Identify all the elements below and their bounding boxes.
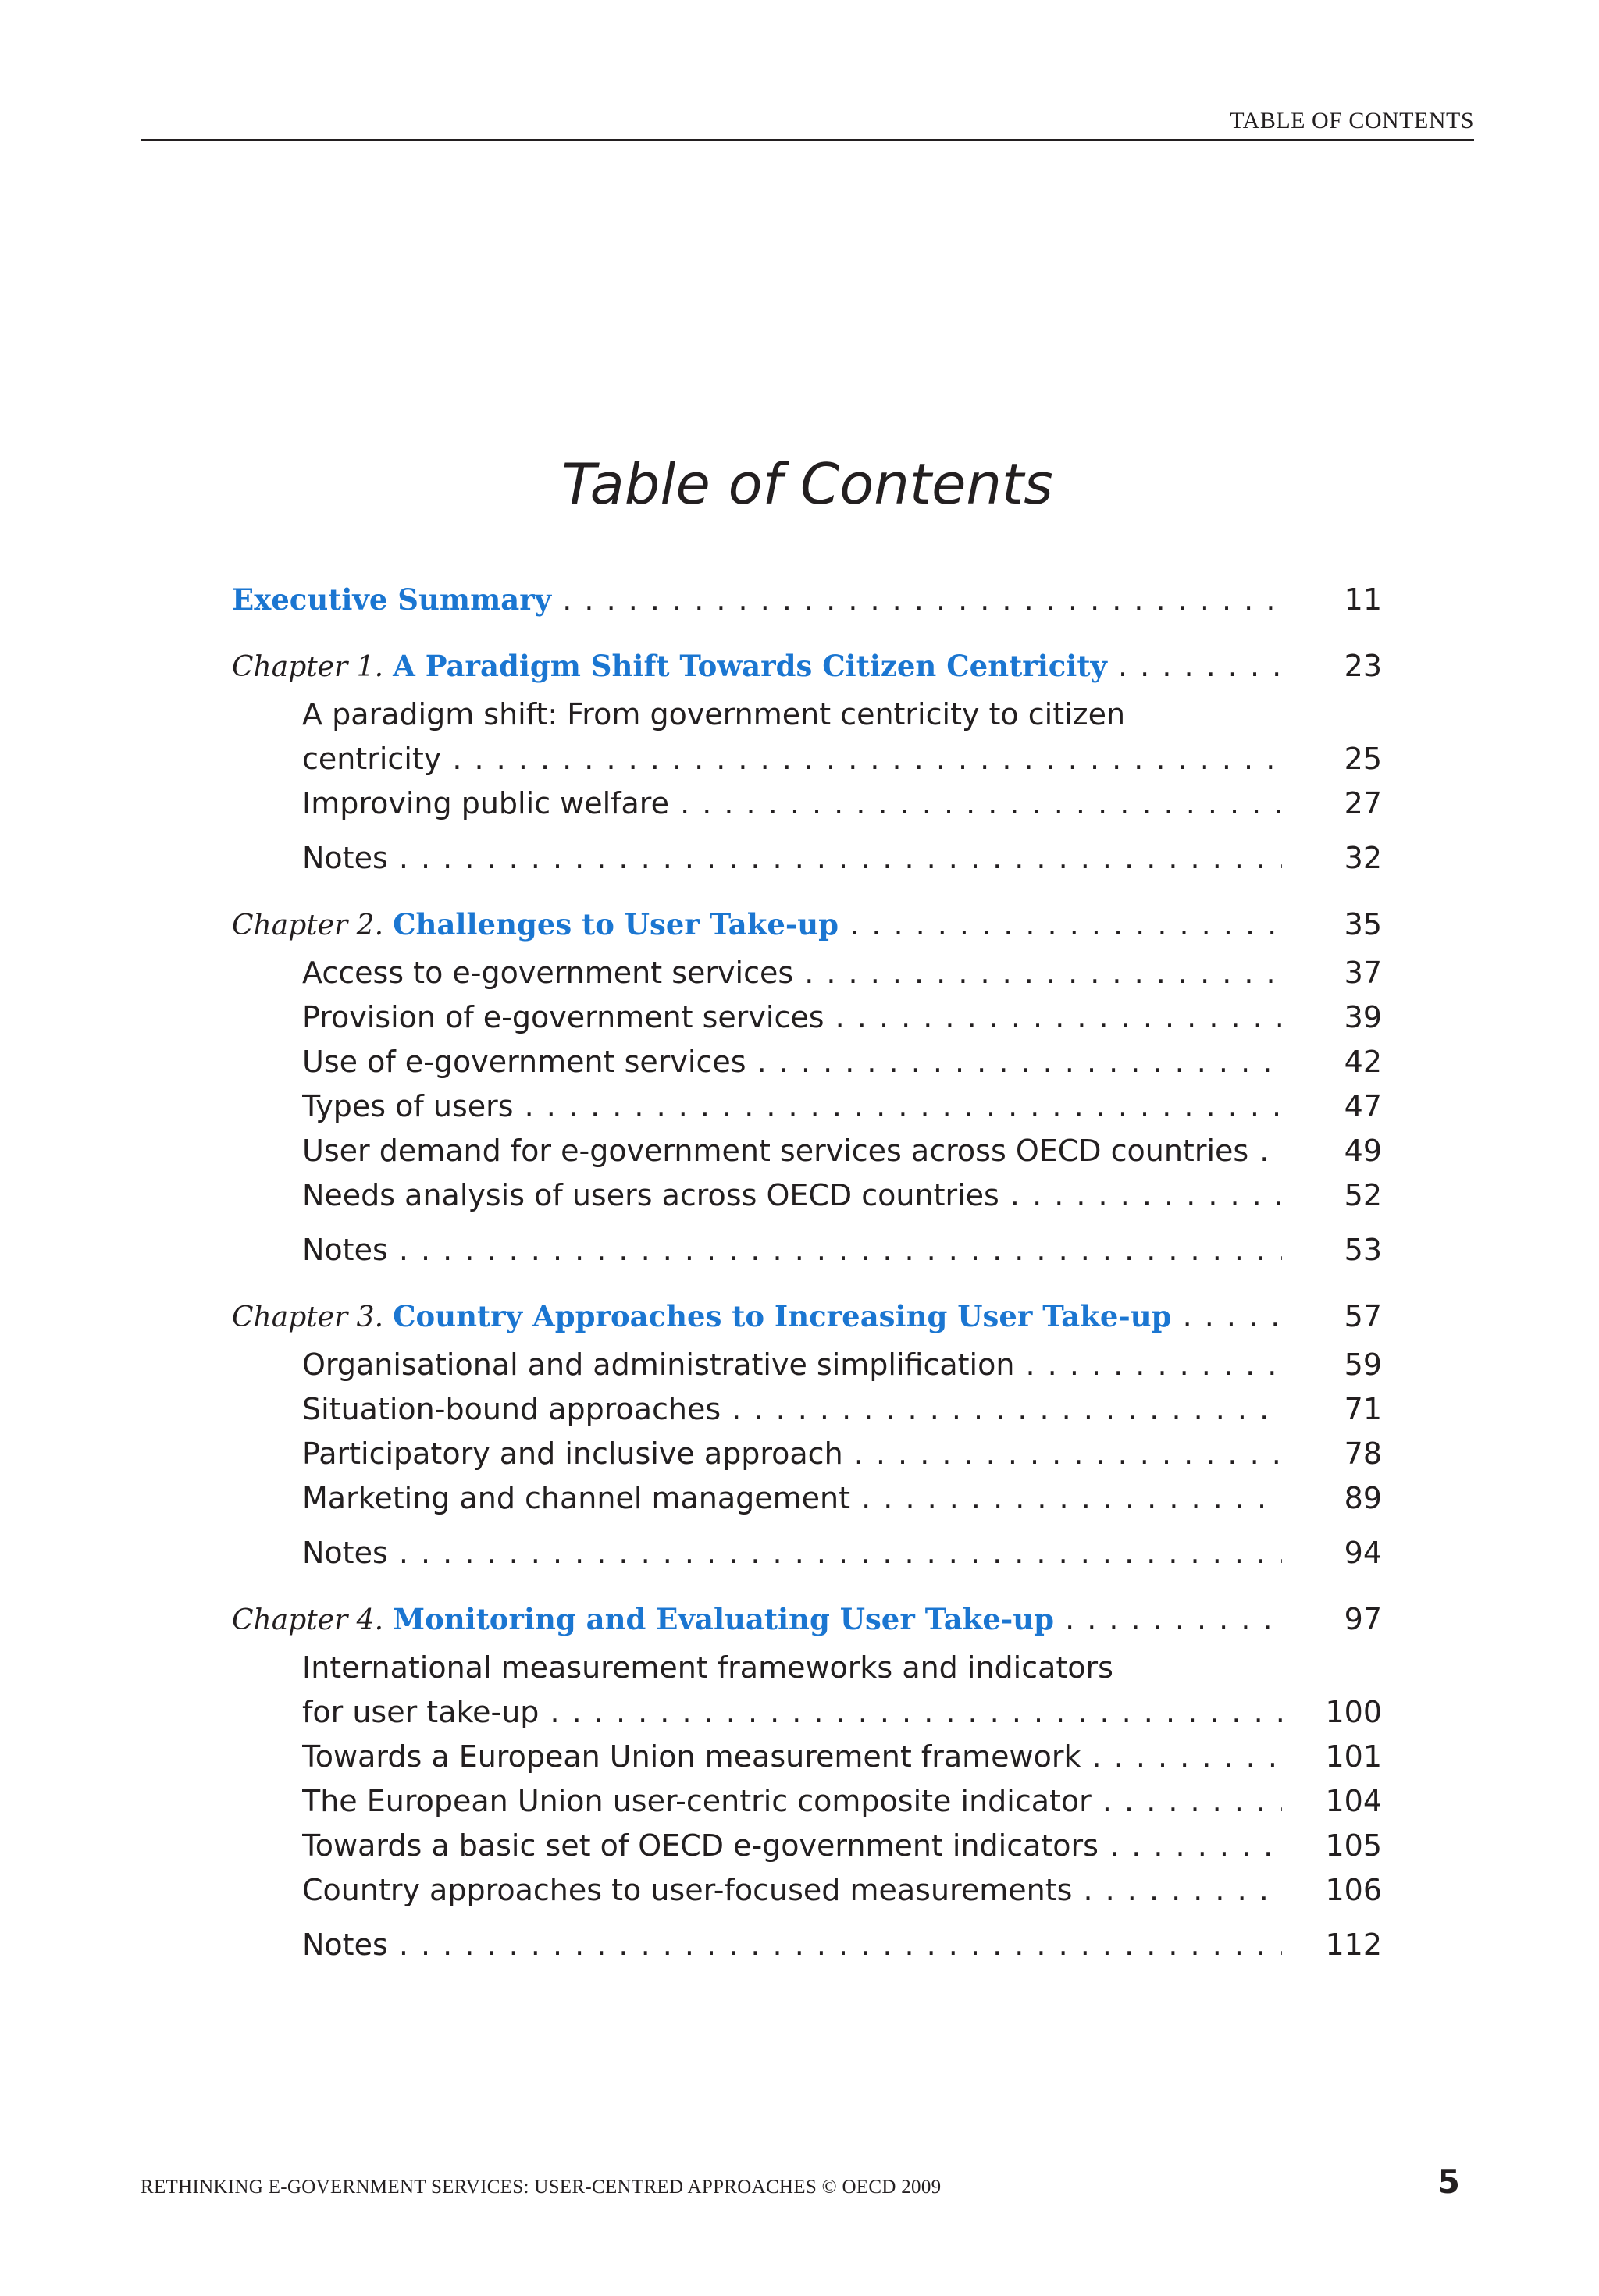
toc-section-entry[interactable] — [232, 1387, 1382, 1432]
toc-section-entry[interactable] — [232, 1040, 1382, 1084]
toc-page-number: 42 — [1344, 1045, 1382, 1079]
toc-notes-label: Notes . . . — [302, 836, 1282, 881]
toc-section-label: Access to e-government services . . . — [302, 951, 1282, 995]
toc-page-number: 100 — [1325, 1695, 1382, 1729]
toc-entry-label — [232, 902, 1282, 948]
chapter-prefix: Chapter 4. — [232, 1604, 384, 1636]
toc-entry-chapter-3[interactable] — [232, 1294, 1382, 1340]
toc-notes-label: Notes . . . — [302, 1923, 1282, 1967]
page-title: Table of Contents — [561, 451, 1053, 517]
toc-section-label: Towards a basic set of OECD e-government indicators . . . — [302, 1824, 1282, 1868]
toc-page-number: 39 — [1344, 1000, 1382, 1034]
toc-page-number: 37 — [1344, 956, 1382, 990]
toc-page-number: 89 — [1344, 1481, 1382, 1515]
footer-text: RETHINKING E-GOVERNMENT SERVICES: USER-CENTRED APPROACHES © OECD 2009 — [141, 2177, 942, 2198]
toc-section-entry[interactable] — [232, 1824, 1382, 1868]
toc-section-label-line[interactable]: A paradigm shift: From government centricity to citizen — [302, 697, 1126, 732]
toc-section-entry[interactable] — [232, 1779, 1382, 1824]
toc-section-label: Use of e-government services . . . — [302, 1040, 1282, 1084]
toc-section-entry[interactable] — [232, 1476, 1382, 1521]
toc-entry-label — [232, 578, 1282, 622]
section-list — [232, 692, 1382, 826]
toc-section-label: Situation-bound approaches . . . — [302, 1387, 1282, 1432]
toc-page-number: 71 — [1344, 1392, 1382, 1426]
toc-page-number: 47 — [1344, 1089, 1382, 1123]
toc-page-number: 97 — [1344, 1602, 1382, 1636]
toc-page-number: 101 — [1325, 1739, 1382, 1774]
chapter-title-link[interactable]: Challenges to User Take-up — [393, 907, 839, 942]
toc-section-label: Improving public welfare . . . — [302, 781, 1282, 826]
toc-section-label: Country approaches to user-focused measurements . . . — [302, 1868, 1282, 1913]
section-list — [232, 1343, 1382, 1521]
toc-page-number: 106 — [1325, 1873, 1382, 1907]
executive-summary-link[interactable]: Executive Summary — [232, 582, 552, 617]
toc-page-number: 59 — [1344, 1347, 1382, 1382]
toc-section-label: Organisational and administrative simplification . . . — [302, 1343, 1282, 1387]
toc-section-entry[interactable] — [232, 1129, 1382, 1173]
chapter-title-link[interactable]: Country Approaches to Increasing User Take-up — [393, 1299, 1172, 1333]
toc-notes-label: Notes . . . — [302, 1228, 1282, 1273]
toc-page-number: 78 — [1344, 1436, 1382, 1471]
toc-section-label: The European Union user-centric composite indicator . . . — [302, 1779, 1282, 1824]
toc-page-number: 112 — [1325, 1928, 1382, 1962]
toc-entry-chapter-2[interactable] — [232, 902, 1382, 948]
toc-entry-executive-summary[interactable] — [232, 578, 1382, 622]
table-of-contents — [232, 578, 1382, 1967]
chapter-title-link[interactable]: Monitoring and Evaluating User Take-up — [393, 1602, 1054, 1636]
toc-section-label: User demand for e-government services across OECD countries . . . — [302, 1129, 1282, 1173]
toc-section-label: centricity . . . — [302, 737, 1282, 781]
toc-notes-entry[interactable] — [232, 1228, 1382, 1273]
toc-page-number: 94 — [1344, 1536, 1382, 1570]
chapter-title-link[interactable]: A Paradigm Shift Towards Citizen Centricity — [393, 649, 1107, 683]
toc-section-label: for user take-up . . . — [302, 1690, 1282, 1735]
toc-page-number: 53 — [1344, 1233, 1382, 1267]
toc-section-label: Marketing and channel management . . . — [302, 1476, 1282, 1521]
toc-page-number: 49 — [1344, 1134, 1382, 1168]
toc-entry-chapter-4[interactable] — [232, 1597, 1382, 1643]
running-head: TABLE OF CONTENTS — [1230, 108, 1474, 133]
toc-section-label: Participatory and inclusive approach . . . — [302, 1432, 1282, 1476]
chapter-prefix: Chapter 2. — [232, 910, 384, 942]
section-list — [232, 951, 1382, 1218]
toc-section-entry[interactable] — [232, 951, 1382, 995]
toc-notes-entry[interactable] — [232, 1531, 1382, 1575]
toc-entry-label — [232, 1597, 1282, 1643]
toc-entry-label — [232, 1294, 1282, 1340]
toc-section-entry[interactable] — [232, 1868, 1382, 1913]
toc-section-entry[interactable] — [232, 1173, 1382, 1218]
toc-page-number: 104 — [1325, 1784, 1382, 1818]
toc-section-label: Towards a European Union measurement framework . . . — [302, 1735, 1282, 1779]
toc-page-number: 105 — [1325, 1828, 1382, 1863]
toc-section-label-line[interactable]: International measurement frameworks and indicators — [302, 1650, 1113, 1685]
toc-page-number: 11 — [1344, 582, 1382, 617]
toc-entry-label — [232, 644, 1282, 689]
header-rule — [141, 139, 1474, 141]
toc-section-entry[interactable] — [232, 1084, 1382, 1129]
toc-page-number: 57 — [1344, 1299, 1382, 1333]
toc-notes-entry[interactable] — [232, 836, 1382, 881]
toc-page-number: 35 — [1344, 907, 1382, 942]
toc-section-entry[interactable] — [232, 1735, 1382, 1779]
toc-section-entry[interactable] — [232, 1432, 1382, 1476]
toc-section-label: Needs analysis of users across OECD countries . . . — [302, 1173, 1282, 1218]
toc-section-label: Types of users . . . — [302, 1084, 1282, 1129]
toc-notes-entry[interactable] — [232, 1923, 1382, 1967]
toc-page-number: 32 — [1344, 841, 1382, 875]
toc-page-number: 23 — [1344, 649, 1382, 683]
toc-section-label: Provision of e-government services . . . — [302, 995, 1282, 1040]
toc-section-entry[interactable] — [232, 781, 1382, 826]
toc-section-entry[interactable] — [232, 737, 1382, 781]
toc-section-entry[interactable] — [232, 1343, 1382, 1387]
page-number: 5 — [1437, 2163, 1460, 2201]
chapter-prefix: Chapter 1. — [232, 651, 384, 683]
toc-section-entry[interactable] — [232, 995, 1382, 1040]
section-list — [232, 1646, 1382, 1913]
toc-page-number: 52 — [1344, 1178, 1382, 1212]
toc-entry-chapter-1[interactable] — [232, 644, 1382, 689]
chapter-list — [232, 644, 1382, 1967]
chapter-prefix: Chapter 3. — [232, 1301, 384, 1333]
toc-page-number: 27 — [1344, 786, 1382, 821]
toc-section-entry[interactable] — [232, 1690, 1382, 1735]
toc-page-number: 25 — [1344, 742, 1382, 776]
toc-notes-label: Notes . . . — [302, 1531, 1282, 1575]
